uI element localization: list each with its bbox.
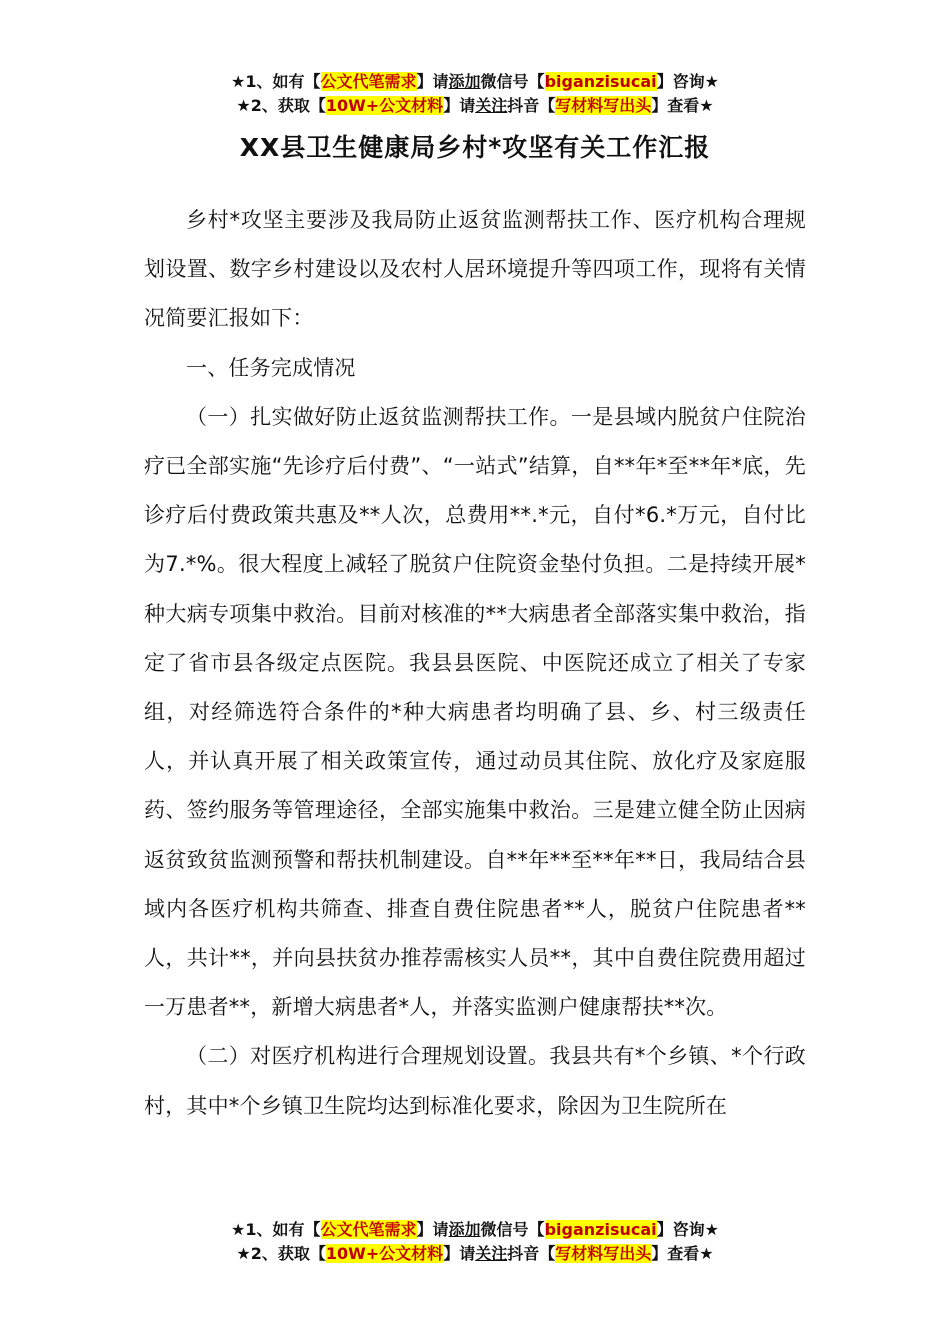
- banner-underline: 关注: [475, 1244, 508, 1263]
- banner-text: ★1、如有【: [231, 72, 321, 91]
- banner-text: 】请: [416, 72, 449, 91]
- banner-line-2: [0, 1242, 950, 1266]
- banner-highlight: 写材料写出头: [555, 1244, 652, 1263]
- banner-text: 】请: [443, 1244, 476, 1263]
- banner-highlight: 公文代笔需求: [320, 1220, 417, 1239]
- banner-text: 微信号【: [480, 1220, 545, 1239]
- banner-line-1: [0, 70, 950, 94]
- banner-text: 】请: [443, 96, 476, 115]
- banner-text: ★2、获取【: [236, 96, 326, 115]
- banner-underline: 添加: [448, 72, 481, 91]
- banner-text: ★1、如有【: [231, 1220, 321, 1239]
- banner-highlight: 10W+公文材料: [325, 96, 444, 115]
- banner-text: 抖音【: [507, 1244, 556, 1263]
- banner-underline: 添加: [448, 1220, 481, 1239]
- banner-text: 】查看★: [651, 1244, 714, 1263]
- banner-text: 微信号【: [480, 72, 545, 91]
- document-body: [144, 196, 806, 1131]
- banner-text: 】咨询★: [656, 72, 719, 91]
- header-banner: [0, 70, 950, 118]
- banner-text: 】咨询★: [656, 1220, 719, 1239]
- paragraph-section-2: （二）对医疗机构进行合理规划设置。我县共有*个乡镇、*个行政村，其中*个乡镇卫生院均达到标准化要求，除因为卫生院所在: [144, 1044, 806, 1118]
- banner-highlight: 公文代笔需求: [320, 72, 417, 91]
- banner-line-2: [0, 94, 950, 118]
- paragraph-intro: 乡村*攻坚主要涉及我局防止返贫监测帮扶工作、医疗机构合理规划设置、数字乡村建设以及农村人居环境提升等四项工作，现将有关情况简要汇报如下：: [144, 208, 806, 331]
- banner-highlight: 写材料写出头: [555, 96, 652, 115]
- banner-text: 】查看★: [651, 96, 714, 115]
- banner-highlight: 10W+公文材料: [325, 1244, 444, 1263]
- paragraph-section-1: （一）扎实做好防止返贫监测帮扶工作。一是县域内脱贫户住院治疗已全部实施“先诊疗后付费”、“一站式”结算，自**年*至**年*底，先诊疗后付费政策共惠及**人次，总费用**.*元，自付*6.*万元，自付比为7.*%。很大程度上减轻了脱贫户住院资金垫付负担。二是持续开展*种大病专项集中救治。目前对核准的**大病患者全部落实集中救治，指定了省市县各级定点医院。我县县医院、中医院还成立了相关了专家组，对经筛选符合条件的*种大病患者均明确了县、乡、村三级责任人，并认真开展了相关政策宣传，通过动员其住院、放化疗及家庭服药、签约服务等管理途径，全部实施集中救治。三是建立健全防止因病返贫致贫监测预警和帮扶机制建设。自**年**至**年**日，我局结合县域内各医疗机构共筛查、排查自费住院患者**人，脱贫户住院患者**人，共计**，并向县扶贫办推荐需核实人员**，其中自费住院费用超过一万患者**，新增大病患者*人，并落实监测户健康帮扶**次。: [144, 404, 806, 1020]
- banner-highlight: biganzisucai: [544, 1220, 657, 1239]
- banner-highlight: biganzisucai: [544, 72, 657, 91]
- banner-underline: 关注: [475, 96, 508, 115]
- banner-text: 抖音【: [507, 96, 556, 115]
- banner-text: ★2、获取【: [236, 1244, 326, 1263]
- footer-banner: [0, 1218, 950, 1266]
- banner-text: 】请: [416, 1220, 449, 1239]
- section-heading: 一、任务完成情况: [186, 355, 356, 380]
- banner-line-1: [0, 1218, 950, 1242]
- document-title: XX县卫生健康局乡村*攻坚有关工作汇报: [239, 133, 711, 162]
